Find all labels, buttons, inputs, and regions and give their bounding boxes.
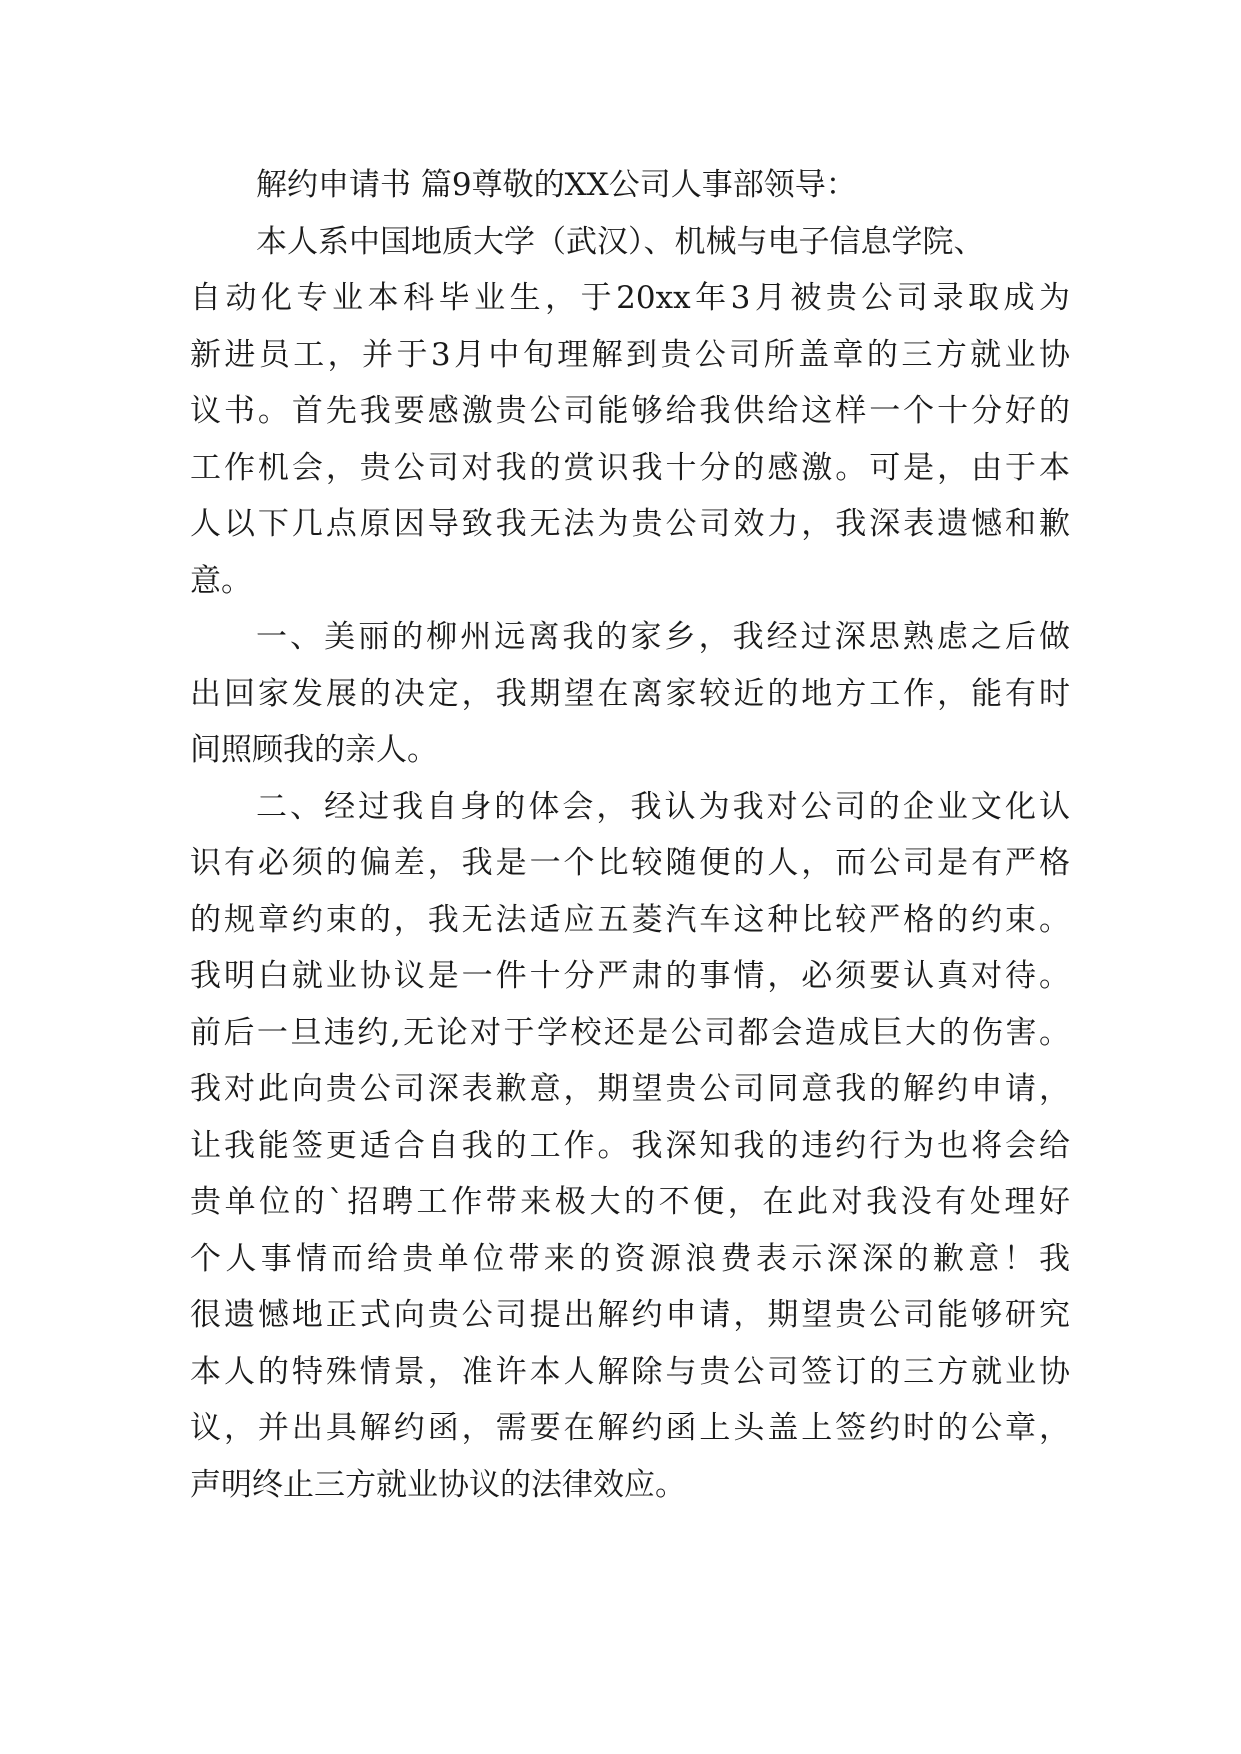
paragraph-line: 个人事情而给贵单位带来的资源浪费表示深深的歉意！我	[190, 1240, 1070, 1277]
paragraph-line: 人以下几点原因导致我无法为贵公司效力，我深表遗憾和歉	[190, 506, 1070, 542]
letter-title-line: 解约申请书 篇9尊敬的XX公司人事部领导：	[256, 167, 857, 203]
paragraph-line: 意。	[190, 562, 252, 599]
paragraph-line: 贵单位的`招聘工作带来极大的不便，在此对我没有处理好	[190, 1184, 1070, 1220]
paragraph-line: 前后一旦违约,无论对于学校还是公司都会造成巨大的伤害。	[190, 1014, 1070, 1051]
paragraph-line: 自动化专业本科毕业生，于20xx年3月被贵公司录取成为	[190, 280, 1070, 316]
paragraph-line: 新进员工，并于3月中旬理解到贵公司所盖章的三方就业协	[190, 336, 1070, 373]
paragraph-line: 让我能签更适合自我的工作。我深知我的违约行为也将会给	[190, 1127, 1070, 1164]
paragraph-line: 本人系中国地质大学（武汉）、机械与电子信息学院、	[256, 223, 985, 260]
letter-body	[190, 157, 1070, 1513]
paragraph-line: 识有必须的偏差，我是一个比较随便的人，而公司是有严格	[190, 845, 1070, 881]
paragraph-line: 议，并出具解约函，需要在解约函上头盖上签约时的公章，	[190, 1410, 1070, 1446]
paragraph-line: 间照顾我的亲人。	[190, 732, 438, 768]
paragraph-line: 我对此向贵公司深表歉意，期望贵公司同意我的解约申请，	[190, 1071, 1070, 1107]
paragraph-line: 二、经过我自身的体会，我认为我对公司的企业文化认	[256, 788, 1070, 825]
paragraph-line: 的规章约束的，我无法适应五菱汽车这种比较严格的约束。	[190, 901, 1070, 938]
paragraph-line: 工作机会，贵公司对我的赏识我十分的感激。可是，由于本	[190, 449, 1070, 486]
paragraph-line: 我明白就业协议是一件十分严肃的事情，必须要认真对待。	[190, 958, 1070, 994]
paragraph-line: 出回家发展的决定，我期望在离家较近的地方工作，能有时	[190, 675, 1070, 712]
paragraph-line: 声明终止三方就业协议的法律效应。	[190, 1466, 686, 1503]
paragraph-line: 很遗憾地正式向贵公司提出解约申请，期望贵公司能够研究	[190, 1297, 1070, 1333]
paragraph-line: 议书。首先我要感激贵公司能够给我供给这样一个十分好的	[190, 393, 1070, 429]
paragraph-line: 本人的特殊情景，准许本人解除与贵公司签订的三方就业协	[190, 1353, 1070, 1390]
paragraph-line: 一、美丽的柳州远离我的家乡，我经过深思熟虑之后做	[256, 619, 1070, 655]
